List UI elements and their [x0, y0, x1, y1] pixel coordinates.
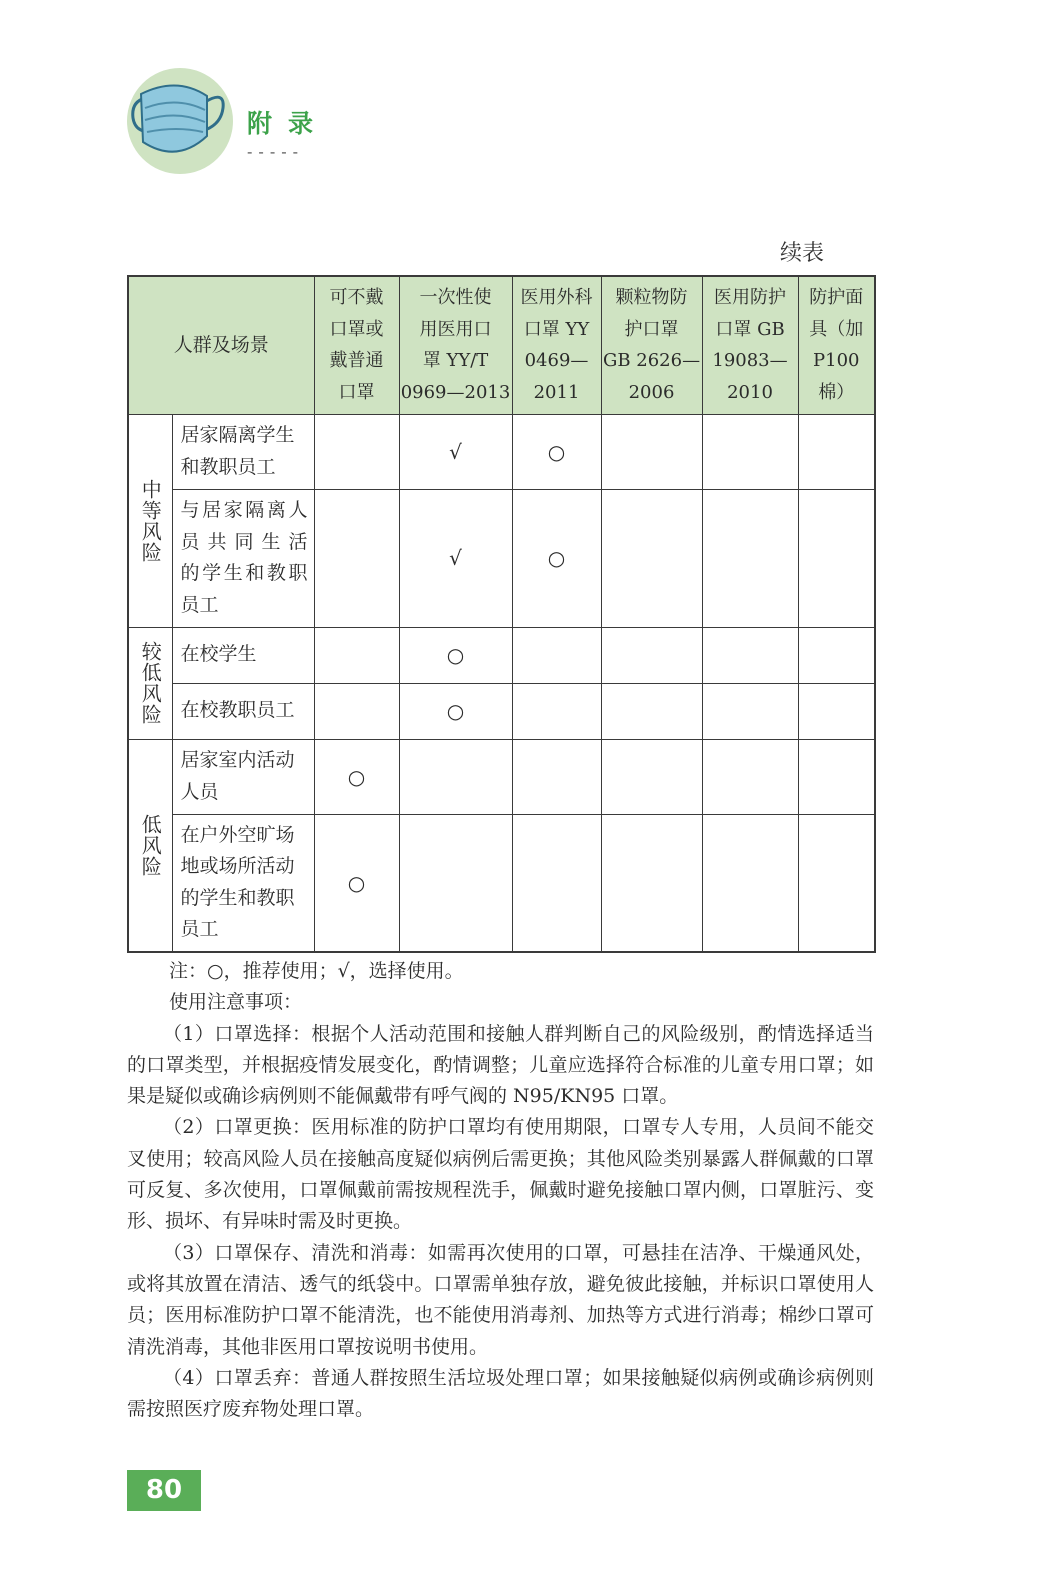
- mark-cell: [601, 414, 702, 489]
- mark-cell: ○: [399, 627, 512, 683]
- mark-cell: [702, 414, 798, 489]
- title-underline-dashes: -----: [247, 142, 305, 161]
- mark-cell: [314, 627, 399, 683]
- mark-cell: [798, 739, 875, 814]
- mark-cell: [702, 627, 798, 683]
- page-number: 80: [127, 1470, 201, 1511]
- mark-cell: [601, 814, 702, 952]
- mark-cell: [512, 683, 601, 739]
- mark-cell: [798, 414, 875, 489]
- risk-group-label: 低风险: [128, 739, 172, 952]
- scene-column-header: 人群及场景: [128, 276, 314, 414]
- table-row: [128, 739, 875, 814]
- mark-cell: ○: [314, 739, 399, 814]
- scene-cell: 居家室内活动 人员: [172, 739, 314, 814]
- risk-group-label: 较低风险: [128, 627, 172, 739]
- col-header-respirator: 防护面 具（加 P100 棉）: [798, 276, 875, 414]
- mark-cell: [314, 489, 399, 627]
- scene-cell: 居家隔离学生 和教职员工: [172, 414, 314, 489]
- mark-cell: [314, 683, 399, 739]
- mark-cell: ○: [512, 489, 601, 627]
- scene-cell: 在校学生: [172, 627, 314, 683]
- mark-cell: [601, 627, 702, 683]
- mark-cell: [702, 683, 798, 739]
- continued-table-label: 续表: [780, 241, 825, 266]
- mask-logo-badge: [127, 68, 233, 174]
- mark-cell: [399, 739, 512, 814]
- mark-cell: ○: [399, 683, 512, 739]
- legend-note: 注：○，推荐使用；√，选择使用。: [169, 960, 464, 982]
- col-header-particulate: 颗粒物防 护口罩 GB 2626— 2006: [601, 276, 702, 414]
- table-row: [128, 489, 875, 627]
- mark-cell: [512, 739, 601, 814]
- col-header-surgical: 医用外科 口罩 YY 0469— 2011: [512, 276, 601, 414]
- col-header-medical-protective: 医用防护 口罩 GB 19083— 2010: [702, 276, 798, 414]
- scene-cell: 在户外空旷场 地或场所活动 的学生和教职 员工: [172, 814, 314, 952]
- col-header-disposable-medical: 一次性使 用医用口 罩 YY/T 0969—2013: [399, 276, 512, 414]
- mark-cell: [314, 414, 399, 489]
- mark-cell: [702, 814, 798, 952]
- mark-cell: [601, 683, 702, 739]
- section-title: 附录: [247, 109, 330, 138]
- mark-cell: [601, 489, 702, 627]
- scene-cell: 在校教职员工: [172, 683, 314, 739]
- mark-cell: √: [399, 414, 512, 489]
- table-row: [128, 414, 875, 489]
- mask-recommendation-table: [127, 275, 876, 953]
- scene-cell: 与居家隔离人 员共同生活 的学生和教职 员工: [172, 489, 314, 627]
- mark-cell: [702, 489, 798, 627]
- mark-cell: [798, 814, 875, 952]
- note-paragraph: （3）口罩保存、清洗和消毒：如需再次使用的口罩，可悬挂在洁净、干燥通风处，或将其放置在清洁、透气的纸袋中。口罩需单独存放，避免彼此接触，并标识口罩使用人员；医用标准防护口罩不能清洗，也不能使用消毒剂、加热等方式进行消毒；棉纱口罩可清洗消毒，其他非医用口罩按说明书使用。: [127, 1241, 874, 1358]
- note-paragraph: （4）口罩丢弃：普通人群按照生活垃圾处理口罩；如果接触疑似病例或确诊病例则需按照医疗废弃物处理口罩。: [127, 1366, 874, 1421]
- face-mask-icon: [127, 68, 233, 174]
- mark-cell: [399, 814, 512, 952]
- mark-cell: [512, 627, 601, 683]
- table-row: [128, 683, 875, 739]
- mark-cell: [798, 683, 875, 739]
- note-paragraph: （1）口罩选择：根据个人活动范围和接触人群判断自己的风险级别，酌情选择适当的口罩类型，并根据疫情发展变化，酌情调整；儿童应选择符合标准的儿童专用口罩；如果是疑似或确诊病例则不能佩戴带有呼气阀的 N95/KN95 口罩。: [127, 1022, 874, 1108]
- table-row: [128, 627, 875, 683]
- mark-cell: [512, 814, 601, 952]
- mark-cell: ○: [512, 414, 601, 489]
- mark-cell: √: [399, 489, 512, 627]
- notes-heading: 使用注意事项：: [169, 991, 303, 1014]
- mark-cell: [798, 489, 875, 627]
- mark-cell: ○: [314, 814, 399, 952]
- mark-cell: [702, 739, 798, 814]
- mark-cell: [798, 627, 875, 683]
- col-header-no-mask: 可不戴 口罩或 戴普通 口罩: [314, 276, 399, 414]
- note-paragraph: （2）口罩更换：医用标准的防护口罩均有使用期限，口罩专人专用，人员间不能交叉使用；较高风险人员在接触高度疑似病例后需更换；其他风险类别暴露人群佩戴的口罩可反复、多次使用，口罩佩戴前需按规程洗手，佩戴时避免接触口罩内侧，口罩脏污、变形、损坏、有异味时需及时更换。: [127, 1116, 874, 1233]
- mark-cell: [601, 739, 702, 814]
- risk-group-label: 中等风险: [128, 414, 172, 627]
- usage-notes: [127, 956, 874, 1425]
- table-header-row: [128, 276, 875, 414]
- table-row: [128, 814, 875, 952]
